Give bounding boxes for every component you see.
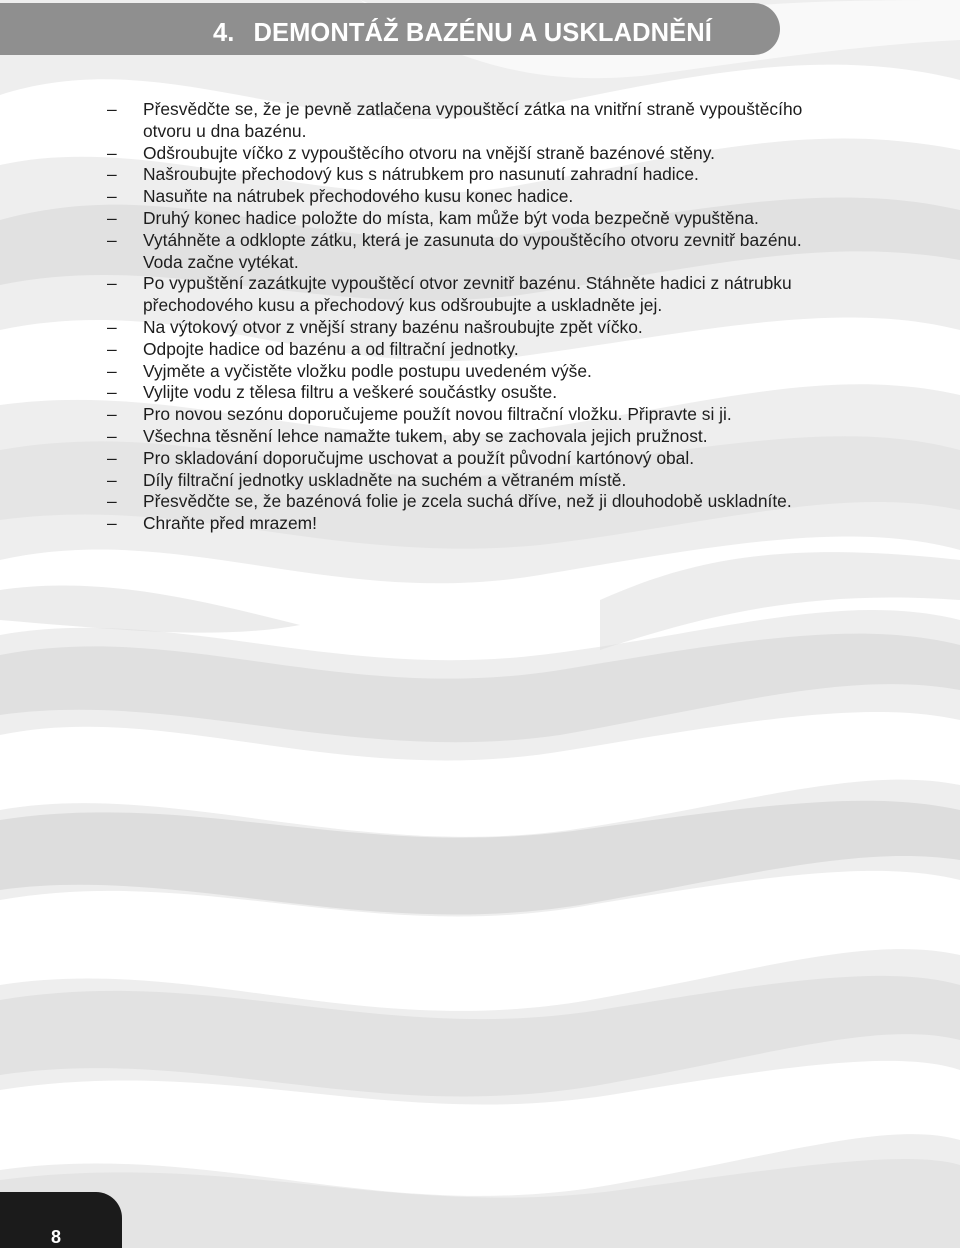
list-bullet: – — [107, 207, 117, 228]
list-item — [107, 317, 897, 339]
list-item-line: Po vypuštění zazátkujte vypouštěcí otvor zevnitř bazénu. Stáhněte hadici z nátrubku — [143, 273, 792, 294]
list-item-line: přechodového kusu a přechodový kus odšroubujte a uskladněte jej. — [143, 295, 663, 316]
list-bullet: – — [107, 382, 117, 403]
list-item-line: Nasuňte na nátrubek přechodového kusu konec hadice. — [143, 186, 574, 207]
list-bullet: – — [107, 164, 117, 185]
list-item — [107, 426, 897, 448]
list-item-line: Všechna těsnění lehce namažte tukem, aby se zachovala jejich pružnost. — [143, 425, 708, 446]
list-item — [107, 448, 897, 470]
section-header-bar — [0, 3, 780, 55]
section-number: 4. — [213, 19, 235, 47]
list-bullet: – — [107, 404, 117, 425]
list-item — [107, 99, 897, 143]
list-item — [107, 230, 897, 274]
list-bullet: – — [107, 338, 117, 359]
list-item-line: Chraňte před mrazem! — [143, 513, 317, 534]
list-item-line: Vytáhněte a odklopte zátku, která je zasunuta do vypouštěcího otvoru zevnitř bazénu. — [143, 229, 802, 250]
list-item — [107, 491, 897, 513]
list-bullet: – — [107, 273, 117, 294]
list-item-line: Vyjměte a vyčistěte vložku podle postupu uvedeném výše. — [143, 360, 592, 381]
list-item — [107, 186, 897, 208]
section-title — [213, 18, 712, 48]
list-bullet: – — [107, 491, 117, 512]
list-bullet: – — [107, 229, 117, 250]
list-item-line: Pro novou sezónu doporučujeme použít novou filtrační vložku. Připravte si ji. — [143, 404, 732, 425]
list-item-line: Na výtokový otvor z vnější strany bazénu našroubujte zpět víčko. — [143, 316, 643, 337]
section-title-text: DEMONTÁŽ BAZÉNU A USKLADNĚNÍ — [253, 19, 712, 47]
list-bullet: – — [107, 513, 117, 534]
list-item-line: Pro skladování doporučujme uschovat a použít původní kartónový obal. — [143, 447, 695, 468]
list-bullet: – — [107, 99, 117, 119]
list-item-line: Odpojte hadice od bazénu a od filtrační jednotky. — [143, 338, 519, 359]
list-item-line: Odšroubujte víčko z vypouštěcího otvoru na vnější straně bazénové stěny. — [143, 142, 715, 163]
list-bullet: – — [107, 469, 117, 490]
list-bullet: – — [107, 360, 117, 381]
list-item — [107, 513, 897, 535]
list-item — [107, 208, 897, 230]
list-bullet: – — [107, 186, 117, 207]
list-item — [107, 404, 897, 426]
list-item — [107, 339, 897, 361]
list-item-line: Voda začne vytékat. — [143, 251, 299, 272]
list-item-line: Přesvědčte se, že je pevně zatlačena vypouštěcí zátka na vnitřní straně vypouštěcího — [143, 99, 803, 119]
list-item-line: Druhý konec hadice položte do místa, kam může být voda bezpečně vypuštěna. — [143, 207, 759, 228]
list-item-line: Přesvědčte se, že bazénová folie je zcela suchá dříve, než ji dlouhodobě uskladníte. — [143, 491, 792, 512]
list-bullet: – — [107, 447, 117, 468]
list-item — [107, 470, 897, 492]
list-bullet: – — [107, 425, 117, 446]
list-bullet: – — [107, 142, 117, 163]
instruction-list — [107, 99, 897, 535]
list-item-line: Našroubujte přechodový kus s nátrubkem pro nasunutí zahradní hadice. — [143, 164, 699, 185]
list-bullet: – — [107, 316, 117, 337]
page-number: 8 — [51, 1227, 62, 1247]
list-item — [107, 143, 897, 165]
list-item-line: otvoru u dna bazénu. — [143, 120, 307, 141]
list-item — [107, 382, 897, 404]
list-item — [107, 273, 897, 317]
list-item-line: Díly filtrační jednotky uskladněte na suchém a větraném místě. — [143, 469, 627, 490]
list-item — [107, 164, 897, 186]
list-item — [107, 361, 897, 383]
list-item-line: Vylijte vodu z tělesa filtru a veškeré součástky osušte. — [143, 382, 558, 403]
